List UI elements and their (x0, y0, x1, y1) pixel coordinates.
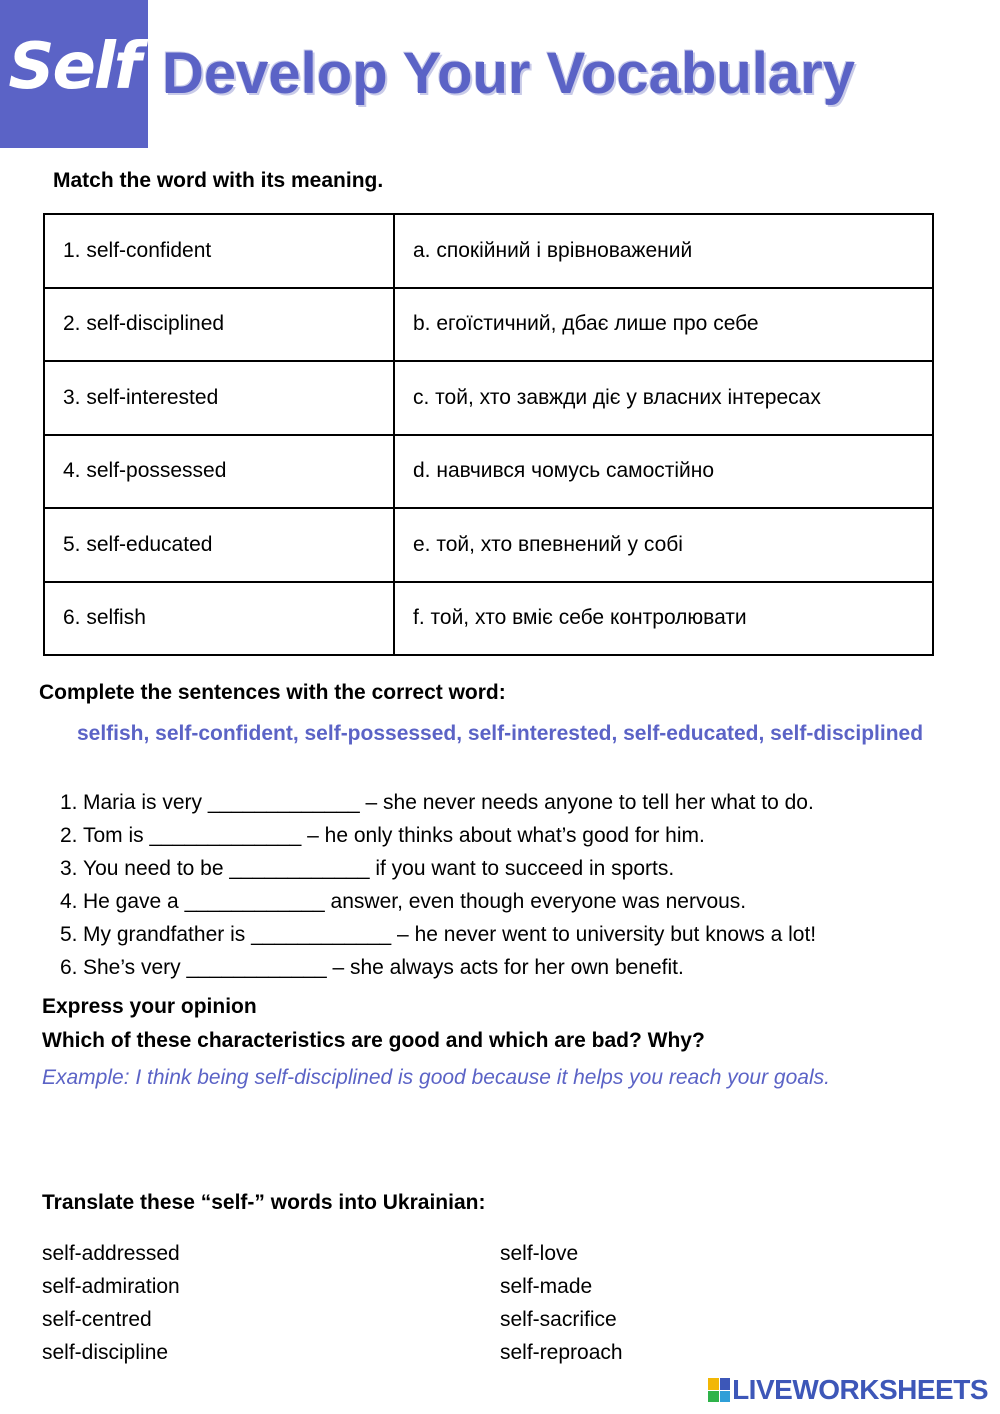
list-item: self-admiration (42, 1275, 180, 1298)
word-cell: 3. self-interested (44, 361, 394, 435)
meaning-cell: e. той, хто впевнений у собі (394, 508, 933, 582)
word-cell: 6. selfish (44, 582, 394, 656)
opinion-example: Example: I think being self-disciplined is good because it helps you reach your goals. (42, 1066, 830, 1089)
meaning-cell: d. навчився чомусь самостійно (394, 435, 933, 509)
word-cell: 2. self-disciplined (44, 288, 394, 362)
list-item (60, 819, 816, 852)
word-cell: 1. self-confident (44, 214, 394, 288)
table-row (44, 288, 933, 362)
self-logo (0, 0, 148, 148)
liveworksheets-logo-icon (708, 1378, 730, 1402)
table-row (44, 582, 933, 656)
page-title: Develop Your Vocabulary (162, 41, 855, 106)
meaning-cell: b. егоїстичний, дбає лише про себе (394, 288, 933, 362)
self-logo-text: Self (8, 30, 140, 104)
item-number: 2. (60, 824, 78, 847)
meaning-cell: f. той, хто вміє себе контролювати (394, 582, 933, 656)
list-item (60, 885, 816, 918)
list-item: self-addressed (42, 1242, 180, 1265)
sentence-text: She’s very ____________ – she always acts for her own benefit. (83, 956, 684, 979)
opinion-heading: Express your opinion (42, 995, 257, 1018)
item-number: 5. (60, 923, 78, 946)
sentence-text: Tom is _____________ – he only thinks about what’s good for him. (83, 824, 705, 847)
table-row (44, 361, 933, 435)
table-row (44, 214, 933, 288)
list-item (60, 918, 816, 951)
word-cell: 5. self-educated (44, 508, 394, 582)
table-row (44, 508, 933, 582)
sentence-text: My grandfather is ____________ – he never went to university but knows a lot! (83, 923, 817, 946)
translate-list-left (42, 1237, 180, 1369)
word-bank: selfish, self-confident, self-possessed, self-interested, self-educated, self-disciplined (76, 722, 924, 745)
table-row (44, 435, 933, 509)
sentence-text: Maria is very _____________ – she never needs anyone to tell her what to do. (83, 791, 814, 814)
item-number: 4. (60, 890, 78, 913)
word-cell: 4. self-possessed (44, 435, 394, 509)
sentence-list (60, 786, 816, 984)
matching-instruction: Match the word with its meaning. (53, 169, 384, 192)
opinion-question: Which of these characteristics are good and which are bad? Why? (42, 1029, 705, 1052)
liveworksheets-logo (708, 1374, 988, 1406)
matching-table (43, 213, 934, 656)
list-item: self-discipline (42, 1341, 169, 1364)
translate-list-right (500, 1237, 623, 1369)
list-item (60, 852, 816, 885)
list-item: self-reproach (500, 1341, 623, 1364)
sentence-text: He gave a ____________ answer, even though everyone was nervous. (83, 890, 747, 913)
meaning-cell: a. спокійний і врівноважений (394, 214, 933, 288)
meaning-cell: c. той, хто завжди діє у власних інтересах (394, 361, 933, 435)
list-item: self-love (500, 1242, 579, 1265)
sentence-text: You need to be ____________ if you want to succeed in sports. (83, 857, 675, 880)
list-item: self-centred (42, 1308, 152, 1331)
list-item (60, 951, 816, 984)
item-number: 3. (60, 857, 78, 880)
item-number: 6. (60, 956, 78, 979)
list-item: self-made (500, 1275, 593, 1298)
liveworksheets-brand-text: LIVEWORKSHEETS (732, 1374, 988, 1405)
list-item: self-sacrifice (500, 1308, 617, 1331)
item-number: 1. (60, 791, 78, 814)
complete-instruction: Complete the sentences with the correct word: (39, 681, 506, 704)
list-item (60, 786, 816, 819)
translate-instruction: Translate these “self-” words into Ukrainian: (42, 1191, 486, 1214)
